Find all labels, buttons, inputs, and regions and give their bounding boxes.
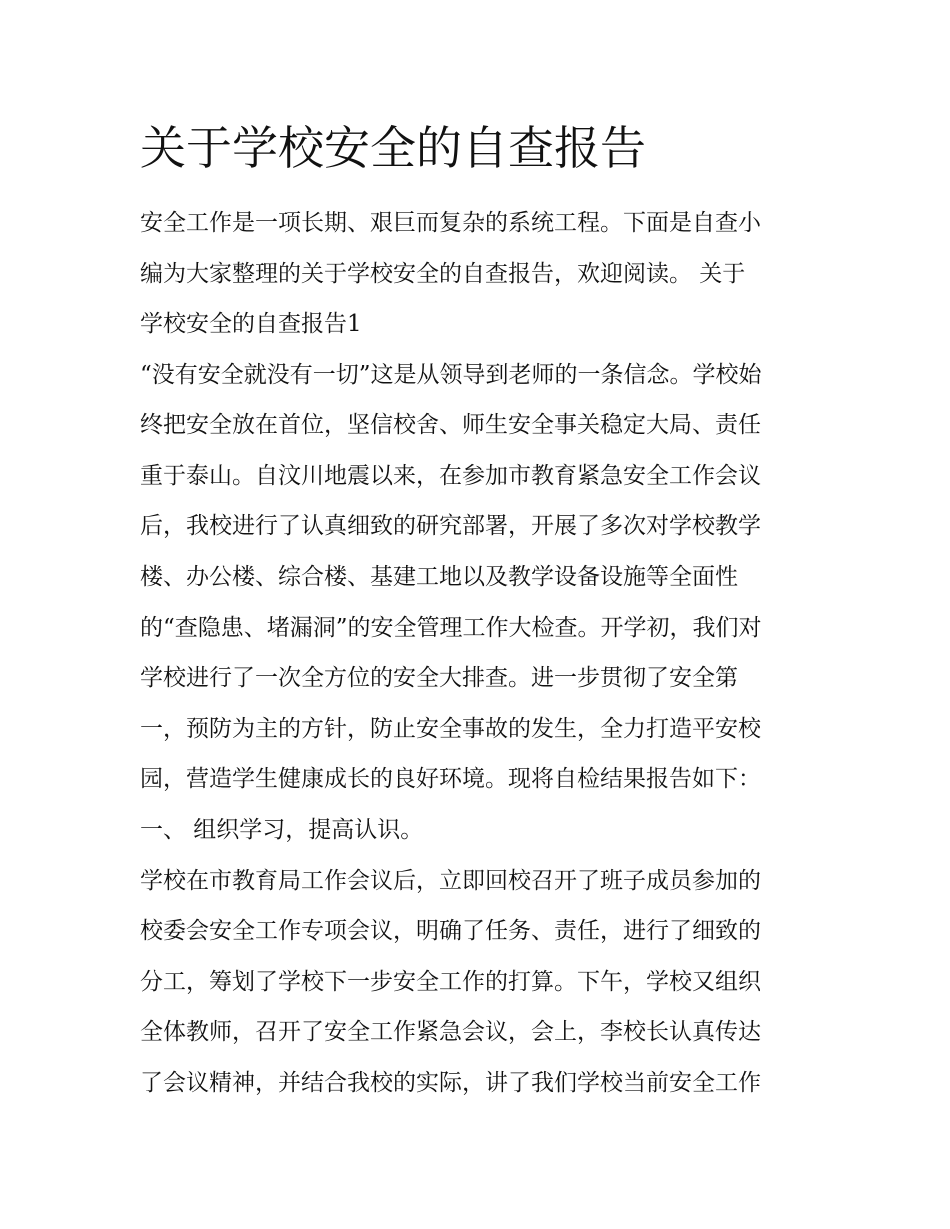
text-line: 园，营造学生健康成长的良好环境。现将自检结果报告如下： [140,766,761,792]
text-line: 编为大家整理的关于学校安全的自查报告，欢迎阅读。 关于 [140,261,746,287]
text-line: 校委会安全工作专项会议，明确了任务、责任，进行了细致的 [140,918,761,944]
text-line: “没有安全就没有一切”这是从领导到老师的一条信念。学校始 [140,362,762,388]
text-line: 一，预防为主的方针，防止安全事故的发生，全力打造平安校 [140,716,761,742]
text-line: 安全工作是一项长期、艰巨而复杂的系统工程。下面是自查小 [140,210,761,236]
text-line: 学校进行了一次全方位的安全大排查。进一步贯彻了安全第 [140,665,738,691]
text-line: 终把安全放在首位，坚信校舍、师生安全事关稳定大局、责任 [140,412,761,438]
text-line: 分工，筹划了学校下一步安全工作的打算。下午，学校又组织 [140,969,761,995]
section-heading: 一、 组织学习，提高认识。 [140,817,424,843]
text-line: 学校在市教育局工作会议后，立即回校召开了班子成员参加的 [140,868,761,894]
text-line: 学校安全的自查报告1 [140,311,362,337]
text-line: 的“查隐患、堵漏洞”的安全管理工作大检查。开学初，我们对 [140,615,762,641]
text-line: 后，我校进行了认真细致的研究部署，开展了多次对学校教学 [140,513,761,539]
text-line: 楼、办公楼、综合楼、基建工地以及教学设备设施等全面性 [140,564,738,590]
text-line: 重于泰山。自汶川地震以来，在参加市教育紧急安全工作会议 [140,463,761,489]
text-line: 了会议精神，并结合我校的实际，讲了我们学校当前安全工作 [140,1070,761,1096]
document-title: 关于学校安全的自查报告 [140,121,646,175]
text-line: 全体教师，召开了安全工作紧急会议，会上，李校长认真传达 [140,1019,761,1045]
